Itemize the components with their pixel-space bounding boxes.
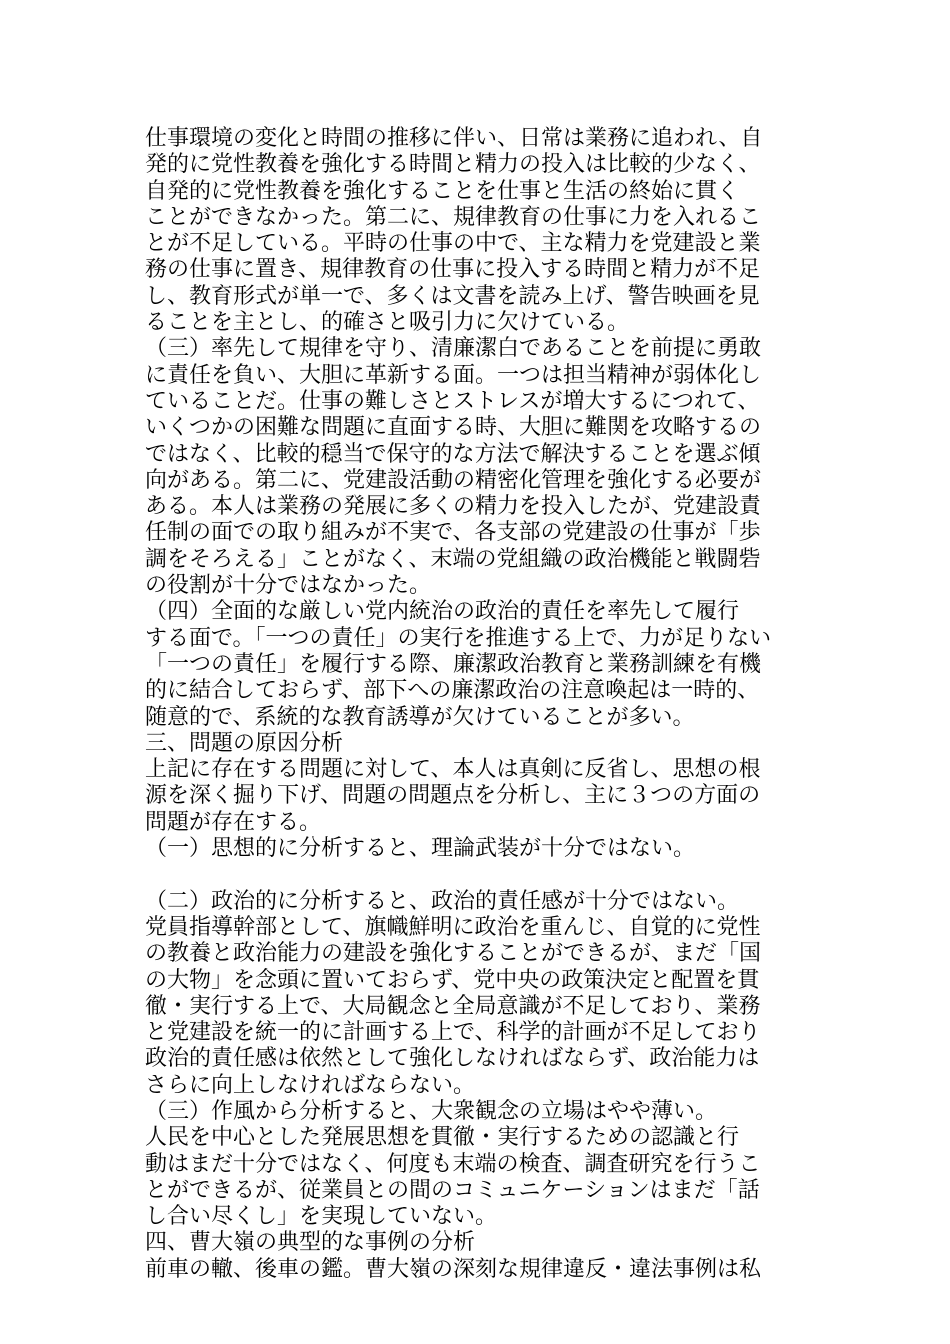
text-line: する面で。「一つの責任」の実行を推進する上で、力が足りない <box>145 625 772 651</box>
text-line: 徹・実行する上で、大局観念と全局意識が不足しており、業務 <box>145 993 761 1019</box>
chapter-heading-3: 三、問題の原因分析 <box>145 730 344 756</box>
section-heading-3: （三）率先して規律を守り、清廉潔白であることを前提に勇敢 <box>145 336 762 362</box>
text-line: 党員指導幹部として、旗幟鮮明に政治を重んじ、自覚的に党性 <box>145 914 761 940</box>
subsection-heading-3: （三）作風から分析すると、大衆観念の立場はやや薄い。 <box>145 1098 718 1124</box>
text-line: 動はまだ十分ではなく、何度も末端の検査、調査研究を行うこ <box>145 1151 761 1177</box>
text-line: 「一つの責任」を履行する際、廉潔政治教育と業務訓練を有機 <box>145 651 762 677</box>
subsection-heading-2: （二）政治的に分析すると、政治的責任感が十分ではない。 <box>145 888 740 914</box>
text-line: 随意的で、系統的な教育誘導が欠けていることが多い。 <box>145 704 695 730</box>
text-line: 上記に存在する問題に対して、本人は真剣に反省し、思想の根 <box>145 757 761 783</box>
subsection-heading-1: （一）思想的に分析すると、理論武装が十分ではない。 <box>145 836 696 862</box>
text-line: とができるが、従業員との間のコミュニケーションはまだ「話 <box>145 1177 760 1203</box>
text-line: ではなく、比較的穏当で保守的な方法で解決することを選ぶ傾 <box>145 441 761 467</box>
document-body <box>145 126 815 1283</box>
text-line: 政治的責任感は依然として強化しなければならず、政治能力は <box>145 1046 760 1072</box>
text-line: 任制の面での取り組みが不実で、各支部の党建設の仕事が「歩 <box>145 520 761 546</box>
text-line: の役割が十分ではなかった。 <box>145 573 432 599</box>
text-line: の大物」を念頭に置いておらず、党中央の政策決定と配置を貫 <box>145 967 760 993</box>
text-line: 発的に党性教養を強化する時間と精力の投入は比較的少なく、 <box>145 152 761 178</box>
text-line: 問題が存在する。 <box>145 809 322 835</box>
text-line: 源を深く掘り下げ、問題の問題点を分析し、主に３つの方面の <box>145 783 761 809</box>
text-line: いくつかの困難な問題に直面する時、大胆に難関を攻略するの <box>145 415 762 441</box>
text-line: さらに向上しなければならない。 <box>145 1072 476 1098</box>
blank-line <box>145 862 815 888</box>
section-heading-4: （四）全面的な厳しい党内統治の政治的責任を率先して履行 <box>145 599 740 625</box>
text-line: ある。本人は業務の発展に多くの精力を投入したが、党建設責 <box>145 494 762 520</box>
chapter-heading-4: 四、曹大嶺の典型的な事例の分析 <box>145 1230 476 1256</box>
text-line: 的に結合しておらず、部下への廉潔政治の注意喚起は一時的、 <box>145 678 760 704</box>
text-line: の教養と政治能力の建設を強化することができるが、まだ「国 <box>145 941 762 967</box>
text-line: と党建設を統一的に計画する上で、科学的計画が不足しており <box>145 1020 761 1046</box>
text-line: ていることだ。仕事の難しさとストレスが増大するにつれて、 <box>145 388 760 414</box>
text-line: 向がある。第二に、党建設活動の精密化管理を強化する必要が <box>145 467 762 493</box>
text-line: とが不足している。平時の仕事の中で、主な精力を党建設と業 <box>145 231 761 257</box>
text-line: に責任を負い、大胆に革新する面。一つは担当精神が弱体化し <box>145 362 762 388</box>
text-line: 仕事環境の変化と時間の推移に伴い、日常は業務に追われ、自 <box>145 126 763 151</box>
text-line: ことができなかった。第二に、規律教育の仕事に力を入れるこ <box>145 204 762 230</box>
text-line: 調をそろえる」ことがなく、末端の党組織の政治機能と戦闘砦 <box>145 546 761 572</box>
text-line: ることを主とし、的確さと吸引力に欠けている。 <box>145 310 630 336</box>
text-line: 前車の轍、後車の鑑。曹大嶺の深刻な規律違反・違法事例は私 <box>145 1256 762 1282</box>
text-line: し合い尽くし」を実現していない。 <box>145 1204 498 1230</box>
text-line: し、教育形式が単一で、多くは文書を読み上げ、警告映画を見 <box>145 283 760 309</box>
text-line: 自発的に党性教養を強化することを仕事と生活の終始に貫く <box>145 178 740 204</box>
text-line: 務の仕事に置き、規律教育の仕事に投入する時間と精力が不足 <box>145 257 761 283</box>
text-line: 人民を中心とした発展思想を貫徹・実行するための認識と行 <box>145 1125 740 1151</box>
